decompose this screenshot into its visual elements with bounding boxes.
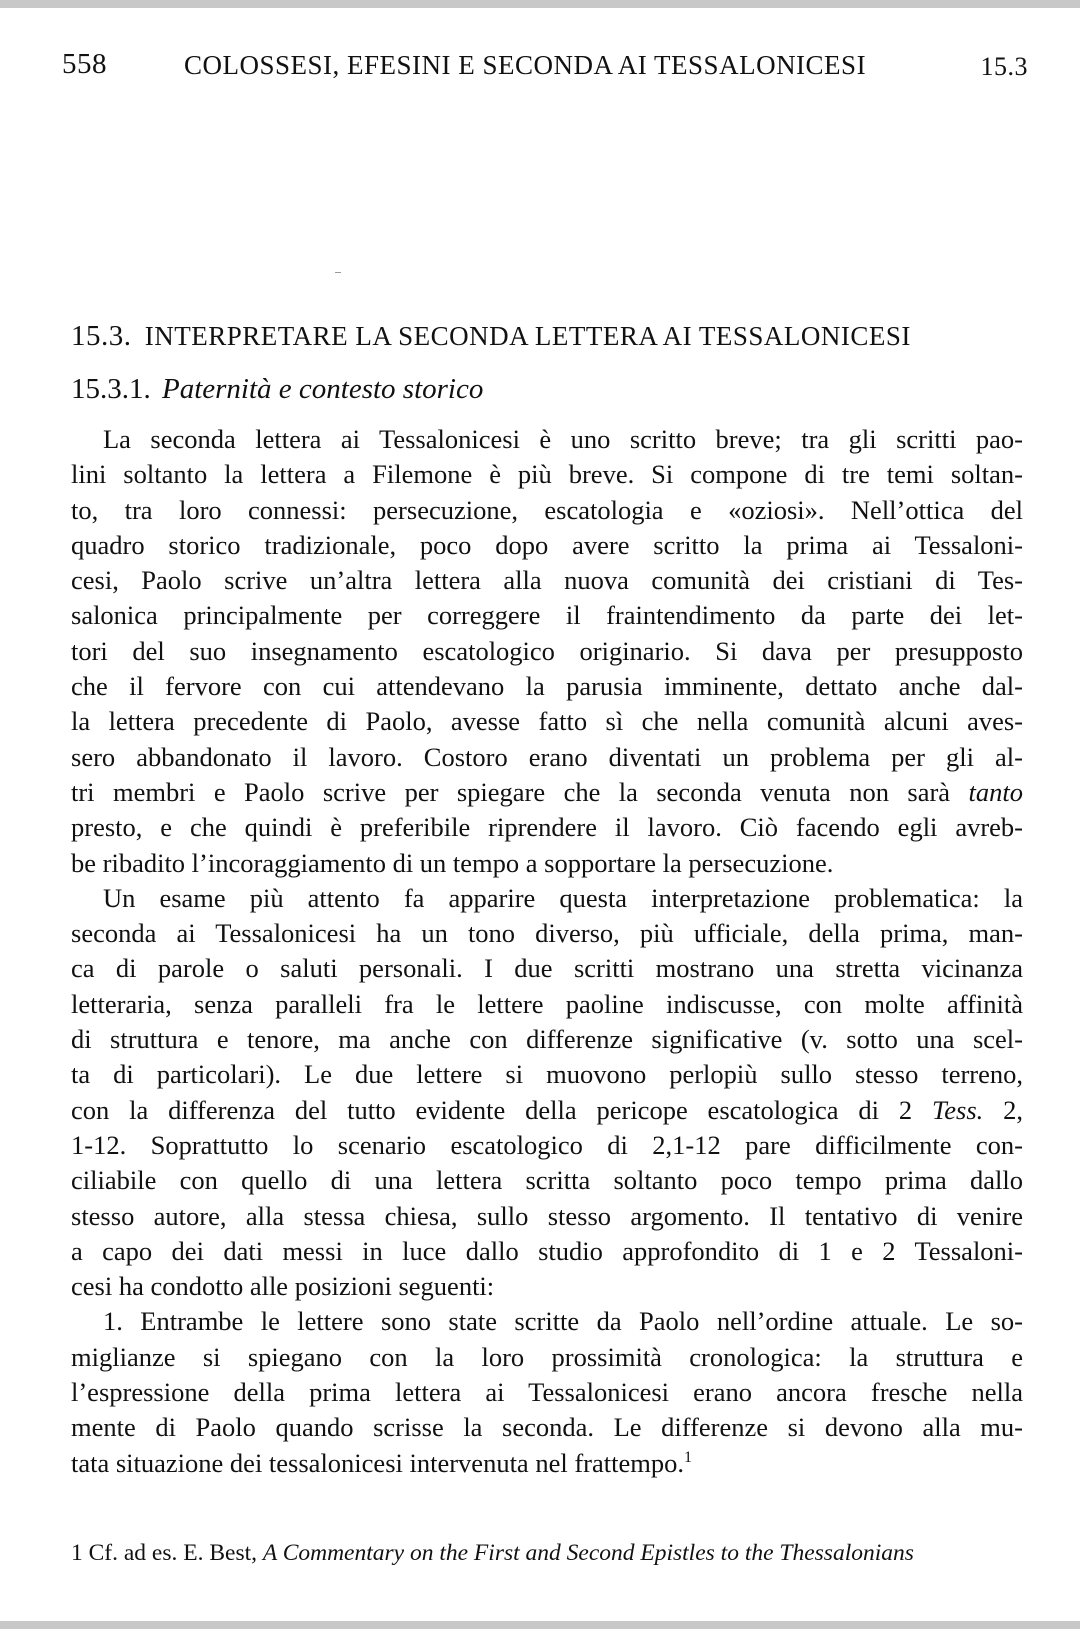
text-line: ciliabile con quello di una lettera scritta soltanto poco tempo prima dallo — [71, 1165, 1023, 1196]
text-line: lini soltanto la lettera a Filemone è più breve. Si compone di tre temi soltan- — [71, 459, 1023, 490]
footnote-number: 1 — [71, 1540, 83, 1566]
subsection-title: Paternità e contesto storico — [162, 373, 484, 405]
text-fragment: tri membri e Paolo scrive per spiegare che la seconda venuta non sarà — [71, 776, 951, 807]
text-line: la lettera precedente di Paolo, avesse fatto sì che nella comunità alcuni aves- — [71, 706, 1023, 737]
text-line: salonica principalmente per correggere il fraintendimento da parte dei let- — [71, 600, 1023, 631]
section-number: 15.3. — [71, 320, 132, 352]
section-title: INTERPRETARE LA SECONDA LETTERA AI TESSALONICESI — [144, 321, 911, 351]
text-line: 1-12. Soprattutto lo scenario escatologico di 2,1-12 pare difficilmente con- — [71, 1129, 1023, 1160]
text-line: presto, e che quindi è preferibile riprendere il lavoro. Ciò facendo egli avreb- — [71, 812, 1023, 843]
text-line — [71, 1093, 1023, 1128]
text-line: che il fervore con cui attendevano la parusia imminente, dettato anche dal- — [71, 671, 1023, 702]
text-fragment: tata situazione dei tessalonicesi intervenuta nel frattempo. — [71, 1447, 684, 1478]
text-line — [71, 1446, 1023, 1481]
subsection-number: 15.3.1. — [71, 373, 151, 405]
text-line: miglianze si spiegano con la loro prossimità cronologica: la struttura e — [71, 1341, 1023, 1372]
text-fragment: con la differenza del tutto evidente della pericope escatologica di 2 — [71, 1094, 913, 1125]
running-title: COLOSSESI, EFESINI E SECONDA AI TESSALONICESI — [184, 50, 867, 80]
text-line: di struttura e tenore, ma anche con differenze significative (v. sotto una scel- — [71, 1024, 1023, 1055]
top-border — [0, 0, 1080, 8]
footnote-marker: 1 — [683, 1448, 692, 1466]
footnote — [71, 1540, 914, 1567]
text-line: 1. Entrambe le lettere sono state scritte da Paolo nell’ordine attuale. Le so- — [103, 1306, 1023, 1337]
scan-mark — [335, 272, 341, 273]
text-line: letteraria, senza paralleli fra le lettere paoline indiscusse, con molte affinità — [71, 988, 1023, 1019]
text-line: tori del suo insegnamento escatologico originario. Si dava per presupposto — [71, 635, 1023, 666]
section-reference: 15.3 — [980, 52, 1028, 81]
subsection-heading — [71, 373, 483, 406]
emphasis: Tess. — [931, 1094, 984, 1125]
text-line: ca di parole o saluti personali. I due scritti mostrano una stretta vicinanza — [71, 953, 1023, 984]
footnote-text: Cf. ad es. E. Best, — [88, 1540, 258, 1566]
text-line: be ribadito l’incoraggiamento di un tempo a sopportare la persecuzione. — [71, 847, 834, 878]
text-line: to, tra loro connessi: persecuzione, escatologia e «oziosi». Nell’ottica del — [71, 494, 1023, 525]
text-line — [71, 775, 1023, 810]
text-line: Un esame più attento fa apparire questa interpretazione problematica: la — [103, 882, 1023, 913]
text-fragment: 2, — [1003, 1094, 1024, 1125]
text-line: cesi, Paolo scrive un’altra lettera alla nuova comunità dei cristiani di Tes- — [71, 565, 1023, 596]
text-line: ta di particolari). Le due lettere si muovono perlopiù sullo stesso terreno, — [71, 1059, 1023, 1090]
running-header — [62, 48, 1028, 88]
text-line: quadro storico tradizionale, poco dopo avere scritto la prima ai Tessaloni- — [71, 529, 1023, 560]
footnote-work-title: A Commentary on the First and Second Epistles to the Thessalonians — [262, 1540, 914, 1566]
text-line: l’espressione della prima lettera ai Tessalonicesi erano ancora fresche nella — [71, 1377, 1023, 1408]
emphasis: tanto — [968, 776, 1024, 807]
bottom-border — [0, 1621, 1080, 1629]
section-heading — [71, 320, 911, 353]
text-line: La seconda lettera ai Tessalonicesi è uno scritto breve; tra gli scritti pao- — [103, 424, 1023, 454]
body-text — [71, 422, 1023, 1481]
text-line: seconda ai Tessalonicesi ha un tono diverso, più ufficiale, della prima, man- — [71, 918, 1023, 949]
page-number: 558 — [62, 48, 107, 80]
text-line: stesso autore, alla stessa chiesa, sullo stesso argomento. Il tentativo di venire — [71, 1200, 1023, 1231]
text-line: cesi ha condotto alle posizioni seguenti: — [71, 1271, 495, 1302]
text-line: sero abbandonato il lavoro. Costoro erano diventati un problema per gli al- — [71, 741, 1023, 772]
text-line: mente di Paolo quando scrisse la seconda. Le differenze si devono alla mu- — [71, 1412, 1023, 1443]
text-line: a capo dei dati messi in luce dallo studio approfondito di 1 e 2 Tessaloni- — [71, 1235, 1023, 1266]
